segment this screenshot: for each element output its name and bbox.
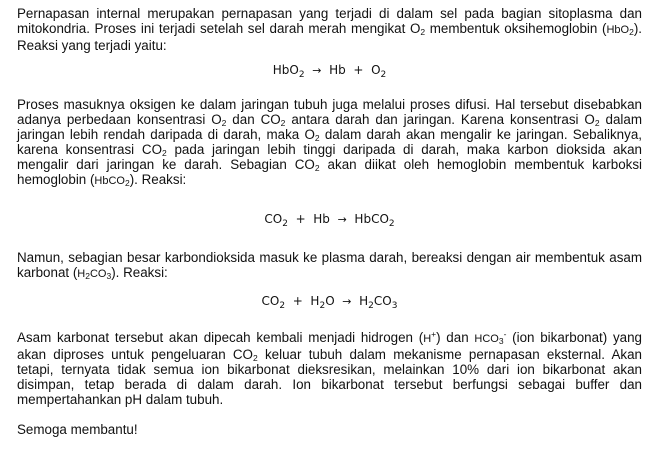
reaction-arrow: →	[337, 213, 347, 226]
document-body	[17, 6, 642, 437]
paragraph-diffusion: Proses masuknya oksigen ke dalam jaringan tubuh juga melalui proses difusi. Hal tersebut disebabkan adanya perbedaan konsentrasi $O_2$ dan $CO_2$ antara darah dan jaringan. Karena konsentrasi $O_2$ dalam jaringan lebih rendah daripada di darah, maka $O_2$ dalam darah akan mengalir ke jaringan. Sebaliknya, karena konsentrasi $CO_2$ pada jaringan lebih tinggi daripada di darah, maka karbon dioksida akan mengalir dari jaringan ke darah. Sebagian $CO_2$ akan diikat oleh hemoglobin membentuk karboksi hemoglobin (HbCO$_2$). Reaksi:	[17, 97, 643, 188]
reaction-arrow: →	[312, 64, 322, 77]
equation-oxyhemoglobin: $HbO_2 \to Hb + O_2$	[272, 63, 387, 80]
closing-line: Semoga membantu!	[17, 422, 138, 437]
equation-carbaminohemoglobin: $CO_2 + Hb$ → HbCO$_2$	[264, 212, 395, 229]
paragraph-internal-respiration: Pernapasan internal merupakan pernapasan yang terjadi di dalam sel pada bagian sitoplasma dan mitokondria. Proses ini terjadi setelah sel darah merah mengikat $O_2$ membentuk oksihemoglobin (HbO$_2$). Reaksi yang terjadi yaitu:	[17, 6, 642, 53]
paragraph-carbonic-acid: Namun, sebagian besar karbondioksida masuk ke plasma darah, bereaksi dengan air membentuk asam karbonat $(H_2CO_3)$. Reaksi:	[17, 250, 642, 281]
equation-carbonic-acid: $CO_2 + H_2O \to H_2CO_3$	[261, 294, 398, 311]
paragraph-bicarbonate: Asam karbonat tersebut akan dipecah kembali menjadi hidrogen (H+) dan $HCO_3^-$ (ion bikarbonat) yang akan diproses untuk pengeluaran $CO_2$ keluar tubuh dalam mekanisme pernapasan eksternal. Akan tetapi, ternyata tidak semua ion bikarbonat dieksresikan, melainkan 10% dari ion bikarbonat akan disimpan, tetap berada di dalam darah. Ion bikarbonat tersebut berfungsi sebagai buffer dan mempertahankan pH dalam tubuh.	[17, 329, 642, 407]
reaction-arrow: →	[342, 295, 352, 308]
